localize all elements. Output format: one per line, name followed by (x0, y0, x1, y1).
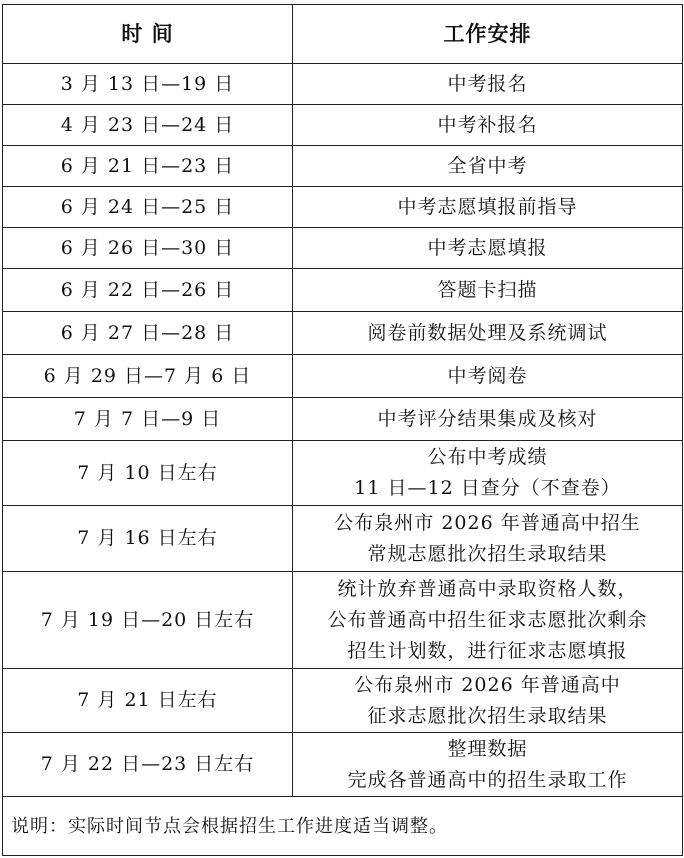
table-header-row (3, 5, 683, 64)
row-time: 6 月 22 日—26 日 (3, 269, 293, 312)
row-work-line: 中考评分结果集成及核对 (377, 407, 598, 430)
table-row (3, 312, 683, 355)
note-row (3, 797, 683, 856)
row-work (293, 312, 683, 355)
row-time: 7 月 21 日左右 (3, 669, 293, 733)
row-work (293, 572, 683, 669)
row-work (293, 506, 683, 572)
row-work-line: 公布中考成绩 (427, 446, 548, 468)
table-row (3, 228, 683, 269)
row-time: 6 月 24 日—25 日 (3, 187, 293, 228)
schedule-table (2, 4, 683, 856)
table-row (3, 105, 683, 146)
row-work-line: 11 日—12 日查分（不查卷） (354, 477, 621, 499)
row-work-line: 完成各普通高中的招生录取工作 (347, 768, 628, 791)
row-work (293, 228, 683, 269)
row-time: 7 月 22 日—23 日左右 (3, 733, 293, 797)
row-work (293, 64, 683, 105)
row-work-line: 阅卷前数据处理及系统调试 (367, 321, 608, 344)
row-time: 6 月 21 日—23 日 (3, 146, 293, 187)
table-row (3, 398, 683, 441)
row-time: 7 月 10 日左右 (3, 441, 293, 506)
table-row (3, 187, 683, 228)
table-row (3, 733, 683, 797)
row-work-line: 全省中考 (447, 154, 528, 177)
table-row (3, 441, 683, 506)
row-work-line: 统计放弃普通高中录取资格人数， (337, 577, 638, 600)
table-row (3, 269, 683, 312)
row-work-line: 中考报名 (447, 72, 528, 95)
row-work-line: 公布泉州市 2026 年普通高中 (354, 673, 621, 696)
row-time: 3 月 13 日—19 日 (3, 64, 293, 105)
table-row (3, 355, 683, 398)
row-time: 6 月 27 日—28 日 (3, 312, 293, 355)
row-work-line: 中考志愿填报前指导 (397, 195, 578, 218)
table-row (3, 506, 683, 572)
row-work (293, 187, 683, 228)
row-work-line: 征求志愿批次招生录取结果 (367, 704, 608, 727)
row-work-line: 中考阅卷 (447, 364, 528, 387)
row-work-line: 答题卡扫描 (437, 278, 538, 301)
row-work-line: 中考补报名 (437, 113, 538, 136)
row-work (293, 733, 683, 797)
row-work-line: 招生计划数，进行征求志愿填报 (347, 639, 628, 662)
row-work (293, 269, 683, 312)
header-work: 工作安排 (293, 5, 683, 64)
table-row (3, 572, 683, 669)
row-time: 7 月 19 日—20 日左右 (3, 572, 293, 669)
row-work (293, 146, 683, 187)
row-time: 7 月 7 日—9 日 (3, 398, 293, 441)
row-work-line: 常规志愿批次招生录取结果 (367, 542, 608, 565)
row-work-line: 公布普通高中招生征求志愿批次剩余 (327, 608, 648, 631)
row-time: 4 月 23 日—24 日 (3, 105, 293, 146)
table-row (3, 64, 683, 105)
table-row (3, 669, 683, 733)
row-work (293, 355, 683, 398)
row-work (293, 441, 683, 506)
row-work (293, 669, 683, 733)
row-work (293, 105, 683, 146)
row-work-line: 中考志愿填报 (427, 236, 548, 259)
row-time: 7 月 16 日左右 (3, 506, 293, 572)
row-work-line: 整理数据 (447, 737, 528, 760)
row-time: 6 月 26 日—30 日 (3, 228, 293, 269)
row-work-line: 公布泉州市 2026 年普通高中招生 (334, 511, 641, 534)
note-text: 说明：实际时间节点会根据招生工作进度适当调整。 (3, 797, 683, 856)
row-work (293, 398, 683, 441)
header-time: 时 间 (3, 5, 293, 64)
row-time: 6 月 29 日—7 月 6 日 (3, 355, 293, 398)
table-row (3, 146, 683, 187)
